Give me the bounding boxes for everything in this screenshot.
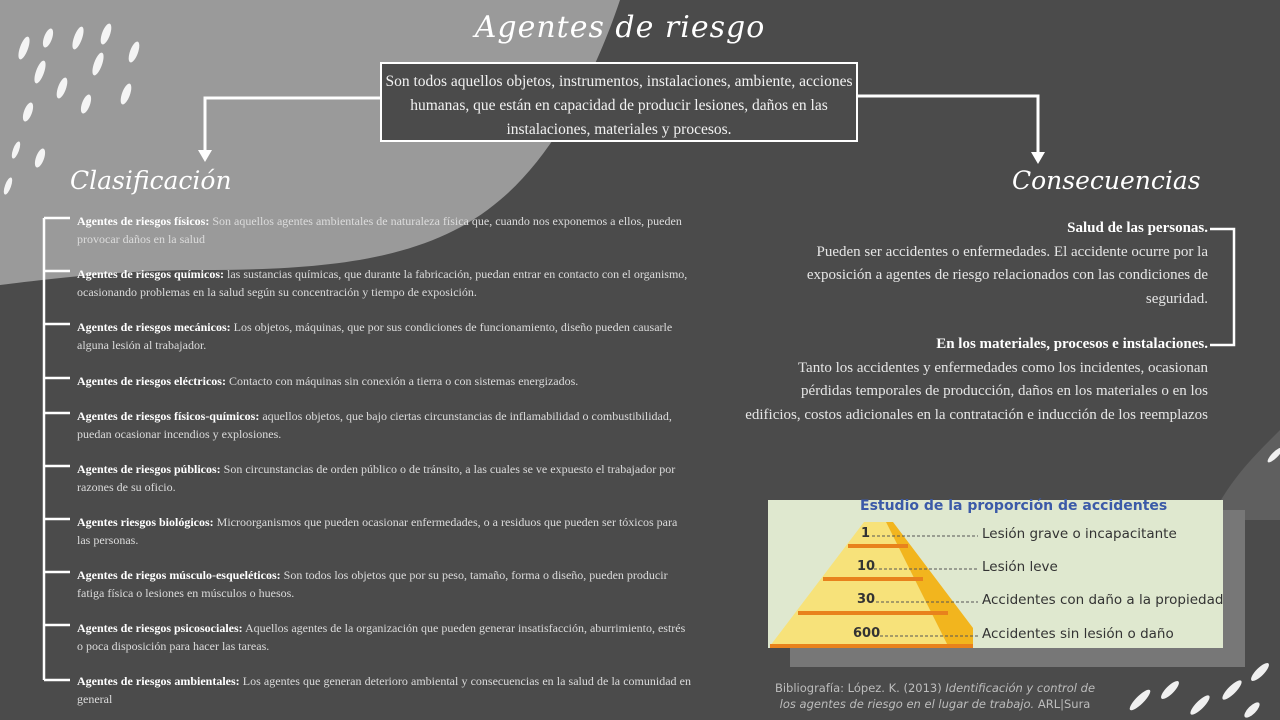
page-title: Agentes de riesgo [474,10,766,45]
item-name: Agentes de riesgos ambientales: [77,674,240,688]
pyramid-value-1: 1 [861,526,871,541]
pyramid-label-600: Accidentes sin lesión o daño [982,626,1174,642]
materials-lead: En los materiales, procesos e instalaciones. [936,336,1208,352]
health-lead: Salud de las personas. [1067,220,1208,236]
item-text: Son aquellos agentes ambientales de naturaleza física que, cuando nos exponemos a ellos, pueden provocar daños en la salud [77,214,682,246]
item-name: Agentes de riesgos físicos: [77,214,210,228]
list-item [77,318,691,354]
item-text: aquellos objetos, que bajo ciertas circunstancias de inflamabilidad o combustibilidad, puedan ocasionar incendios y explosiones. [77,409,672,441]
pyramid-panel [768,500,1223,648]
definition-box: Son todos aquellos objetos, instrumentos, instalaciones, ambiente, acciones humanas, que están en capacidad de producir lesiones, daños en las instalaciones, materiales y procesos. [380,62,858,142]
bibliography-prefix: Bibliografía: López. K. (2013) [774,681,946,695]
materials-text: Tanto los accidentes y enfermedades como los incidentes, ocasionan pérdidas temporales de producción, daños en los materiales o en los edificios, costos adicionales en la contratación e inducción de los reemplazos [745,359,1208,423]
pyramid-title: Estudio de la proporción de accidentes [860,498,1168,514]
item-name: Agentes de riesgos eléctricos: [77,374,226,388]
item-text: Microorganismos que pueden ocasionar enfermedades, o a residuos que pueden ser tóxicos para las personas. [77,515,678,547]
list-item [77,407,691,443]
list-item [77,672,691,708]
item-text: Contacto con máquinas sin conexión a tierra o con sistemas energizados. [225,374,579,388]
classification-heading: Clasificación [70,166,232,195]
item-name: Agentes de riegos músculo-esqueléticos: [77,568,281,582]
bibliography [770,680,1100,712]
item-name: Agentes de riesgos públicos: [77,462,221,476]
item-text: Aquellos agentes de la organización que pueden generar insatisfacción, aburrimiento, estrés o poca disposición para hacer las tareas. [77,621,686,653]
item-text: las sustancias químicas, que durante la fabricación, puedan entrar en contacto con el organismo, ocasionando problemas en la salud según su concentración y tiempo de exposición. [77,267,688,299]
pyramid-value-30: 30 [857,592,876,607]
list-item [77,460,691,496]
list-item [77,372,691,390]
item-name: Agentes de riesgos químicos: [77,267,224,281]
list-item [77,566,691,602]
consequences-heading: Consecuencias [1012,166,1201,195]
list-item [77,619,691,655]
pyramid-label-1: Lesión grave o incapacitante [982,526,1177,542]
list-item [77,265,691,301]
list-item [77,212,691,248]
bibliography-title: Identificación y control de los agentes de riesgo en el lugar de trabajo. [779,681,1096,711]
item-name: Agentes de riesgos psicosociales: [77,621,243,635]
consequence-health [750,217,1208,311]
bibliography-suffix: ARL|Sura [1034,697,1091,711]
item-name: Agentes de riesgos mecánicos: [77,320,231,334]
pyramid-value-600: 600 [853,626,881,641]
pyramid-value-10: 10 [857,559,876,574]
pyramid-label-10: Lesión leve [982,559,1058,575]
item-name: Agentes riesgos biológicos: [77,515,214,529]
list-item [77,513,691,549]
item-text: Son todos los objetos que por su peso, tamaño, forma o diseño, pueden producir fatiga física o lesiones en músculos o huesos. [77,568,668,600]
item-name: Agentes de riesgos físicos-químicos: [77,409,260,423]
item-text: Los agentes que generan deterioro ambiental y consecuencias en la salud de la comunidad en general [77,674,692,706]
health-text: Pueden ser accidentes o enfermedades. El accidente ocurre por la exposición a agentes de riesgo relacionados con las condiciones de seguridad. [806,243,1208,307]
consequence-materials [745,333,1208,427]
pyramid-label-30: Accidentes con daño a la propiedad [982,592,1224,608]
item-text: Los objetos, máquinas, que por sus condiciones de funcionamiento, diseño pueden causarle alguna lesión al trabajador. [77,320,673,352]
item-text: Son circunstancias de orden público o de tránsito, a las cuales se ve expuesto el trabajador por razones de su oficio. [77,462,676,494]
